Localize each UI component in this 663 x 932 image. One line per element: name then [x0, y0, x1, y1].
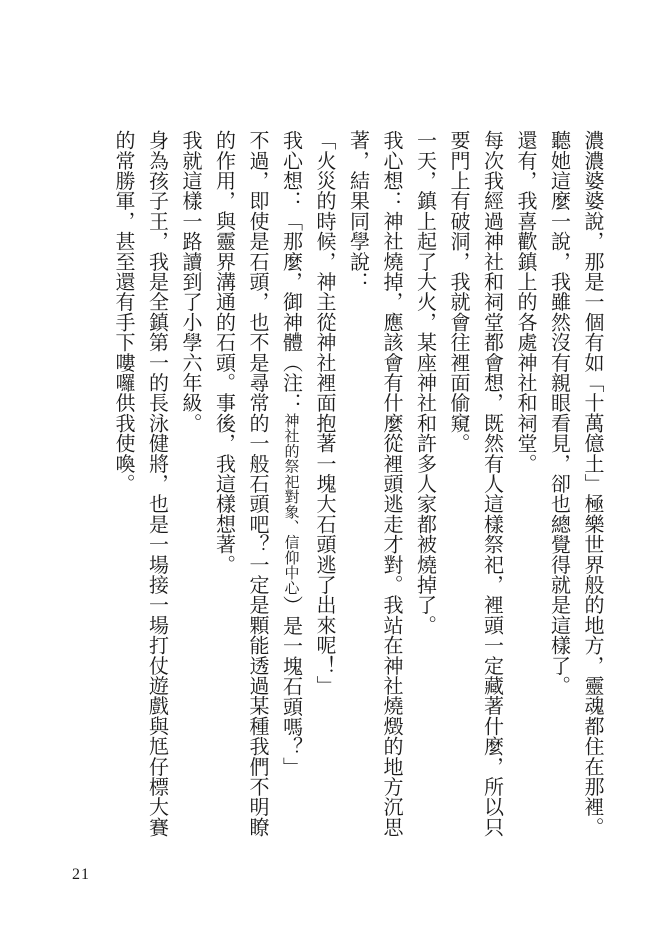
- text-line-8: 著，結果同學說：: [346, 130, 371, 292]
- text-line-11: 不過，即使是石頭，也不是尋常的一般石頭吧？一定是顆能透過某種我們不明瞭: [246, 130, 270, 837]
- text-line-10-after: ）是一塊石頭嗎？」: [279, 595, 304, 778]
- vertical-text-body: [107, 130, 610, 850]
- text-line-12: 的作用，與靈界溝通的石頭。事後，我這樣想著。: [212, 130, 237, 575]
- text-line-9: 「火災的時候，神主從神社裡面抱著一塊大石頭逃了出來呢！」: [313, 130, 337, 696]
- text-line-4: 每次我經過神社和祠堂都會想，既然有人這樣祭祀，裡頭一定藏著什麼，所以只: [480, 130, 505, 837]
- text-line-15: 的常勝軍，甚至還有手下嘍囉供我使喚。: [112, 130, 136, 494]
- text-line-2: 聽她這麼一說，我雖然沒有親眼看見，卻也總覺得就是這樣了。: [547, 130, 572, 696]
- annotation-note: 神社的祭祀對象、信仰中心: [282, 412, 301, 596]
- page-number: 21: [72, 866, 90, 883]
- text-line-14: 身為孩子王，我是全鎮第一的長泳健將，也是一場接一場打仗遊戲與尪仔標大賽: [145, 130, 170, 837]
- text-line-6: 一天，鎮上起了大火，某座神社和許多人家都被燒掉了。: [413, 130, 438, 635]
- text-line-10-before: 我心想：「那麼，御神體（注：: [279, 130, 304, 413]
- text-line-10: [274, 130, 308, 850]
- text-line-1: 濃濃婆婆說，那是一個有如「十萬億土」極樂世界般的地方，靈魂都住在那裡。: [581, 130, 605, 837]
- text-line-5: 要門上有破洞，我就會往裡面偷窺。: [447, 130, 471, 454]
- text-line-3: 還有，我喜歡鎮上的各處神社和祠堂。: [514, 130, 538, 474]
- text-line-7: 我心想：神社燒掉，應該會有什麼從裡頭逃走才對。我站在神社燒燬的地方沉思: [380, 130, 404, 837]
- text-line-13: 我就這樣一路讀到了小學六年級。: [179, 130, 203, 433]
